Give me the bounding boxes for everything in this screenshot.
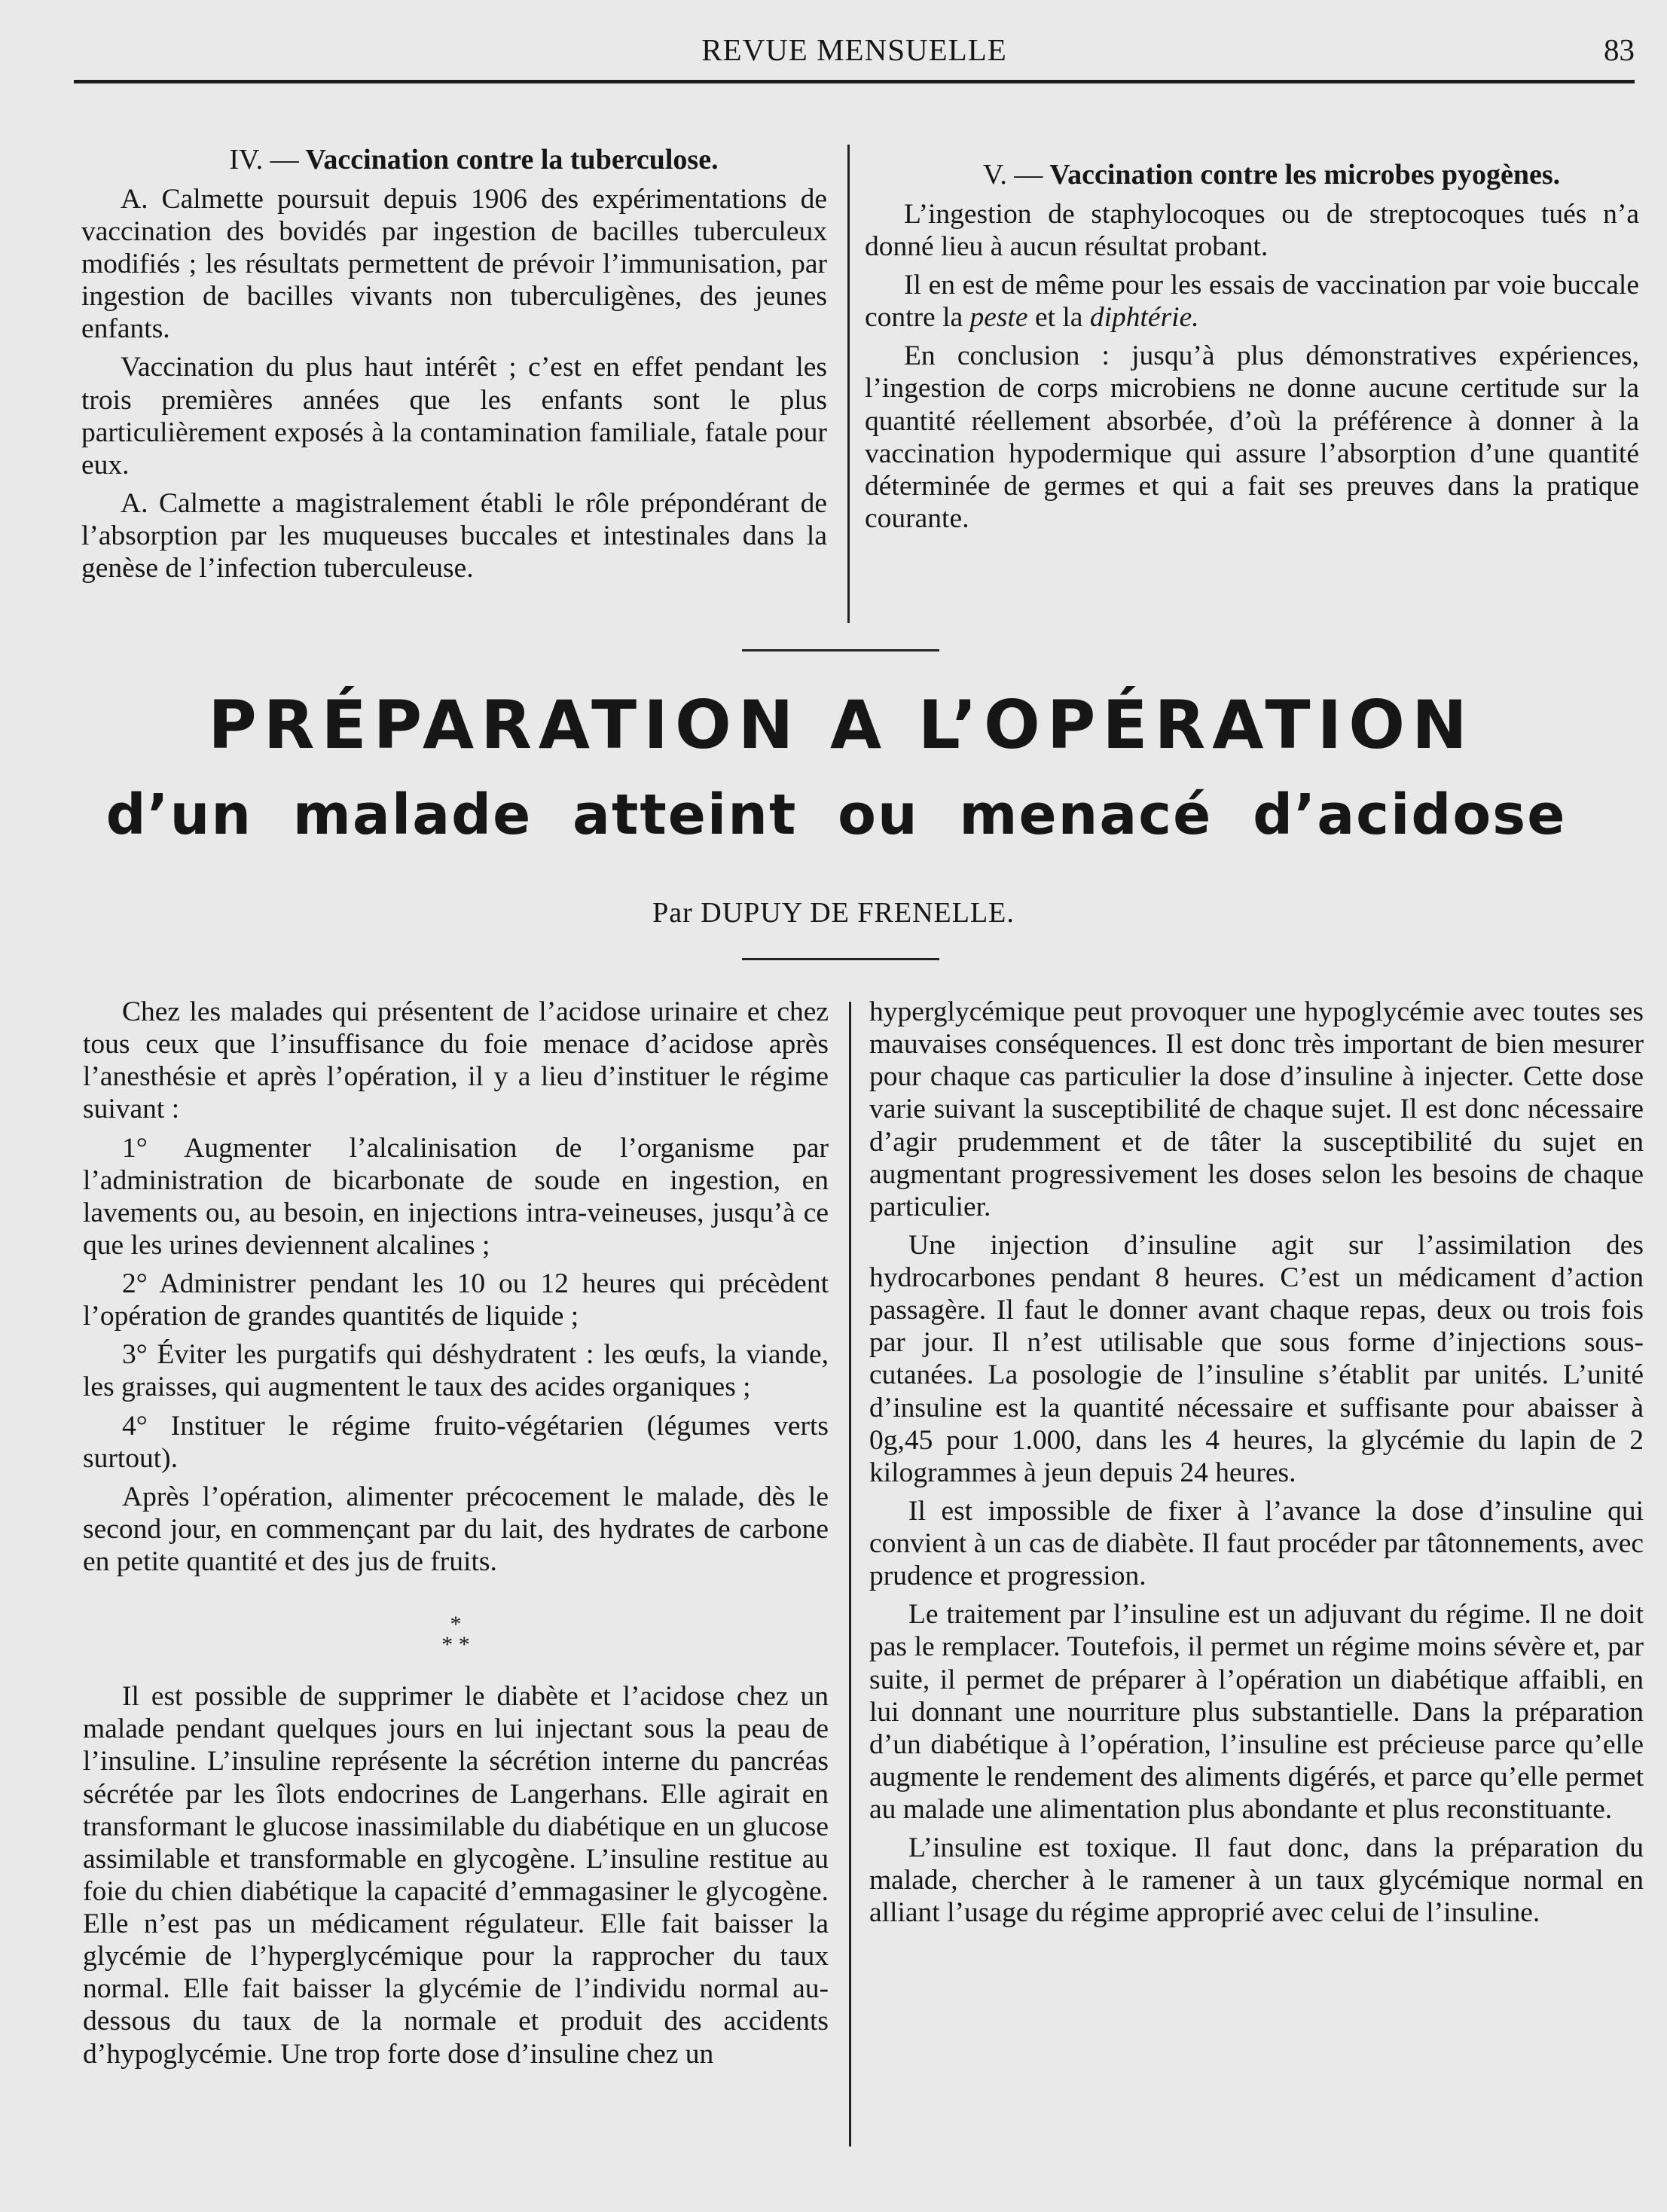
- article-column-right: [869, 996, 1644, 1936]
- column-divider: [847, 145, 850, 623]
- italic-term: diphtérie.: [1089, 302, 1199, 334]
- header-rule: [74, 80, 1635, 84]
- section-iv: [81, 143, 827, 590]
- asterism-bottom: * *: [441, 1632, 470, 1658]
- paragraph: 4° Instituer le régime fruito-végétarien (légumes verts surtout).: [83, 1410, 829, 1474]
- paragraph: 1° Augmenter l’alcalinisation de l’organisme par l’administration de bicarbonate de soude en ingestion, en lavements ou, au besoin, en injections intra-veineuses, jusqu’à ce que les urines deviennent alcalines ;: [83, 1132, 829, 1261]
- separator-rule: [742, 958, 939, 960]
- paragraph: L’ingestion de staphylocoques ou de streptocoques tués n’a donné lieu à aucun résultat probant.: [865, 198, 1639, 262]
- paragraph: Chez les malades qui présentent de l’acidose urinaire et chez tous ceux que l’insuffisance du foie menace d’acidose après l’anesthésie et après l’opération, il y a lieu d’instituer le régime suivant :: [83, 996, 829, 1125]
- running-header: [74, 32, 1635, 74]
- section-number: IV. —: [229, 144, 299, 175]
- page-number: 83: [1604, 32, 1635, 67]
- running-title: REVUE MENSUELLE: [701, 32, 1007, 67]
- paragraph: Il est impossible de fixer à l’avance la dose d’insuline qui convient à un cas de diabète. Il faut procéder par tâtonnements, avec prudence et progression.: [869, 1495, 1644, 1592]
- asterism: [83, 1612, 829, 1658]
- paragraph: Il est possible de supprimer le diabète et l’acidose chez un malade pendant quelques jours en lui injectant sous la peau de l’insuline. L’insuline représente la sécrétion interne du pancréas sécrétée par les îlots endocrines de Langerhans. Elle agirait en transformant le glucose inassimilable du diabétique en un glucose assimilable et transformable en glycogène. L’insuline restitue au foie du chien diabétique la capacité d’emmagasiner le glycogène. Elle n’est pas un médicament régulateur. Elle fait baisser la glycémie de l’hyperglycémique pour la rapprocher du taux normal. Elle fait baisser la glycémie de l’individu normal au-dessous du taux de la normale et produit des accidents d’hypoglycémie. Une trop forte dose d’insuline chez un: [83, 1681, 829, 2070]
- article-byline: Par DUPUY DE FRENELLE.: [652, 897, 1015, 929]
- section-v-heading: [865, 158, 1639, 192]
- section-number: V. —: [982, 159, 1043, 191]
- italic-term: peste: [969, 302, 1028, 334]
- text-run: et la: [1034, 302, 1083, 334]
- section-title: Vaccination contre la tuberculose.: [305, 144, 719, 175]
- column-divider: [849, 1002, 851, 2146]
- separator-rule: [742, 649, 939, 651]
- section-iv-heading: [81, 143, 827, 177]
- paragraph: 2° Administrer pendant les 10 ou 12 heures qui précèdent l’opération de grandes quantités de liquide ;: [83, 1268, 829, 1332]
- asterism-top: *: [450, 1612, 462, 1637]
- paragraph: Le traitement par l’insuline est un adjuvant du régime. Il ne doit pas le remplacer. Toutefois, il permet un régime moins sévère et, par suite, il permet de préparer à l’opération un diabétique affaibli, en lui donnant une nourriture plus substantielle. Dans la préparation d’un diabétique à l’opération, l’insuline est précieuse parce qu’elle augmente le rendement des aliments digérés, et parce qu’elle permet au malade une alimentation plus abondante et plus reconstituante.: [869, 1599, 1644, 1825]
- paragraph: A. Calmette poursuit depuis 1906 des expérimentations de vaccination des bovidés par ingestion de bacilles tuberculeux modifiés ; les résultats permettent de prévoir l’immunisation, par ingestion de bacilles vivants non tuberculigènes, des jeunes enfants.: [81, 183, 827, 345]
- paragraph: hyperglycémique peut provoquer une hypoglycémie avec toutes ses mauvaises conséquences. Il est donc très important de bien mesurer pour chaque cas particulier la dose d’insuline à injecter. Cette dose varie suivant la susceptibilité de chaque sujet. Il est donc nécessaire d’agir prudemment et de tâter la susceptibilité du sujet en augmentant progressivement les doses selon les besoins de chaque particulier.: [869, 996, 1644, 1222]
- paragraph: 3° Éviter les purgatifs qui déshydratent : les œufs, la viande, les graisses, qui augmentent le taux des acides organiques ;: [83, 1339, 829, 1403]
- paragraph: Après l’opération, alimenter précocement le malade, dès le second jour, en commençant par du lait, des hydrates de carbone en petite quantité et des jus de fruits.: [83, 1481, 829, 1577]
- paragraph: Vaccination du plus haut intérêt ; c’est en effet pendant les trois premières années que les enfants sont le plus particulièrement exposés à la contamination familiale, fatale pour eux.: [81, 352, 827, 481]
- text-run: Il en est de même pour les essais de vaccination par voie buccale contre la: [865, 270, 1639, 334]
- section-title: Vaccination contre les microbes pyogènes.: [1049, 159, 1561, 191]
- article-subtitle: d’un malade atteint ou menacé d’acidose: [105, 783, 1567, 847]
- paragraph: Une injection d’insuline agit sur l’assimilation des hydrocarbones pendant 8 heures. C’est un médicament d’action passagère. Il faut le donner avant chaque repas, deux ou trois fois par jour. Il n’est utilisable que sous forme d’injections sous-cutanées. La posologie de l’insuline s’établit par unités. L’unité d’insuline est la quantité nécessaire et suffisante pour abaisser à 0g,45 pour 1.000, dans les 4 heures, la glycémie du lapin de 2 kilogrammes à jeun depuis 24 heures.: [869, 1229, 1644, 1488]
- paragraph: En conclusion : jusqu’à plus démonstratives expériences, l’ingestion de corps microbiens ne donne aucune certitude sur la quantité réellement absorbée, d’où la préférence à donner à la vaccination hypodermique qui assure l’absorption d’une quantité déterminée de germes et qui a fait ses preuves dans la pratique courante.: [865, 340, 1639, 534]
- paragraph: A. Calmette a magistralement établi le rôle prépondérant de l’absorption par les muqueuses buccales et intestinales dans la genèse de l’infection tuberculeuse.: [81, 487, 827, 584]
- paragraph: L’insuline est toxique. Il faut donc, dans la préparation du malade, chercher à le ramener à un taux glycémique normal en alliant l’usage du régime approprié avec celui de l’insuline.: [869, 1832, 1644, 1929]
- section-v: [865, 158, 1639, 541]
- paragraph: [865, 269, 1639, 334]
- article-column-left: [83, 996, 829, 2076]
- article-title: PRÉPARATION A L’OPÉRATION: [208, 686, 1474, 764]
